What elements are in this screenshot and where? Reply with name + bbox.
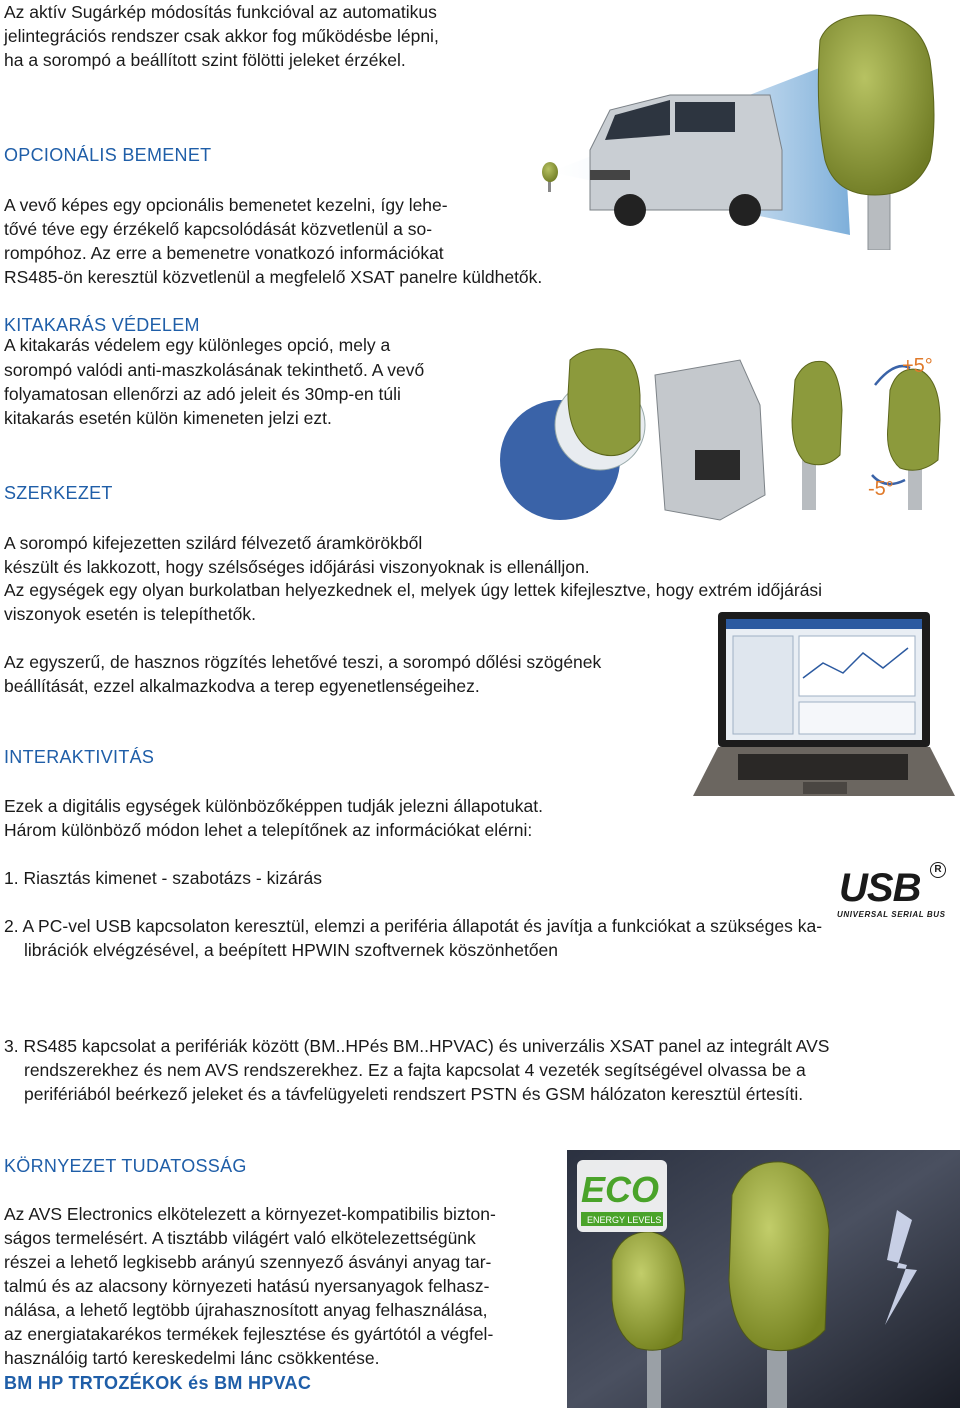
- environment-line: talmú és az alacsony környezeti hatású nyersanyagok felhasz-: [4, 1276, 490, 1296]
- registered-mark: R: [930, 862, 946, 878]
- sensor-tilt-right: [888, 369, 941, 510]
- intro-line: ha a sorompó a beállított szint fölötti jeleket érzékel.: [4, 50, 406, 70]
- intro-line: Az aktív Sugárkép módosítás funkcióval az automatikus: [4, 2, 437, 22]
- list-item-3-line: perifériából beérkező jeleket és a távfelügyeleti rendszert PSTN és GSM hálózaton keresztül értesíti.: [24, 1084, 804, 1104]
- intro-line: jelintegrációs rendszer csak akkor fog működésbe lépni,: [4, 26, 439, 46]
- eco-storm-image: [567, 1150, 960, 1408]
- usb-subtitle: UNIVERSAL SERIAL BUS: [837, 910, 946, 919]
- list-item-3-line: rendszerekhez és nem AVS rendszerekhez. Ez a fajta kapcsolat 4 vezeték segítségével olvassa be a: [24, 1060, 806, 1080]
- section-heading-optional-input: OPCIONÁLIS BEMENET: [4, 145, 212, 165]
- list-item-2-line: 2. A PC-vel USB kapcsolaton keresztül, elemzi a periféria állapotát és javítja a funkciókat a szükséges ka-: [4, 916, 823, 936]
- optional-input-line: rompóhoz. Az erre a bemenetre vonatkozó információkat: [4, 243, 444, 263]
- structure-line: Az egységek egy olyan burkolatban helyezkednek el, melyek úgy lettek kifejlesztve, hogy extrém időjárási: [4, 580, 823, 600]
- usb-logo-text: USB: [839, 866, 921, 910]
- interactivity-line: Három különböző módon lehet a telepítőnek az információkat elérni:: [4, 820, 533, 840]
- interactivity-line: Ezek a digitális egységek különbözőképpen tudják jelezni állapotukat.: [4, 796, 543, 816]
- environment-line: az energiatakarékos termékek fejlesztése és gyártótól a végfel-: [4, 1324, 494, 1344]
- list-item-2-line: librációk elvégzésével, a beépített HPWIN szoftvernek köszönhetően: [24, 940, 559, 960]
- masking-line: kitakarás esetén külön kimeneten jelzi ezt.: [4, 408, 332, 428]
- environment-line: Az AVS Electronics elkötelezett a környezet-kompatibilis bizton-: [4, 1204, 496, 1224]
- optional-input-line: tővé téve egy érzékelő kapcsolódását közvetlenül a so-: [4, 219, 433, 239]
- optional-input-line: A vevő képes egy opcionális bemenetet kezelni, így lehe-: [4, 195, 448, 215]
- structure-line: beállítását, ezzel alkalmazkodva a terep egyenetlenségeihez.: [4, 676, 480, 696]
- van-image: [590, 95, 782, 226]
- list-item-3-line: 3. RS485 kapcsolat a perifériák között (BM..HPés BM..HPVAC) és univerzális XSAT panel az integrált AVS: [4, 1036, 830, 1056]
- environment-line: részei a lehető legkisebb arányú szennyező ásványi anyag tar-: [4, 1252, 492, 1272]
- eco-logo: [577, 1160, 667, 1232]
- sensor-tilt-left: [792, 361, 842, 510]
- masking-line: A kitakarás védelem egy különleges opció, mely a: [4, 335, 391, 355]
- environment-line: használóig tartó kereskedelmi lánc csökkentése.: [4, 1348, 380, 1368]
- section-heading-interactivity: INTERAKTIVITÁS: [4, 747, 155, 767]
- structure-line: Az egyszerű, de hasznos rögzítés lehetővé teszi, a sorompó dőlési szögének: [4, 652, 602, 672]
- section-heading-structure: SZERKEZET: [4, 483, 113, 503]
- van-sensor-illustration: [520, 0, 960, 250]
- list-item-1: 1. Riasztás kimenet - szabotázs - kizárás: [4, 868, 323, 888]
- masking-line: sorompó valódi anti-maszkolásának tekinthető. A vevő: [4, 360, 425, 380]
- optional-input-line: RS485-ön keresztül közvetlenül a megfelelő XSAT panelre küldhetők.: [4, 267, 543, 287]
- eco-logo-subtitle: ENERGY LEVELS: [587, 1215, 662, 1225]
- usb-logo: [837, 860, 952, 924]
- environment-line: ságos termelésért. A tisztább világért való elkötelezettségünk: [4, 1228, 476, 1248]
- section-heading-environment: KÖRNYEZET TUDATOSSÁG: [4, 1156, 247, 1176]
- tilt-minus-label: -5°: [868, 478, 894, 500]
- tilt-illustration: [780, 340, 960, 515]
- sensor-internals-image: [490, 345, 790, 525]
- distant-sensor: [542, 162, 558, 192]
- section-heading-masking: KITAKARÁS VÉDELEM: [4, 315, 200, 335]
- masking-line: folyamatosan ellenőrzi az adó jeleit és 30mp-en túli: [4, 384, 401, 404]
- structure-line: készült és lakkozott, hogy szélsőséges időjárási viszonyoknak is ellenálljon.: [4, 557, 590, 577]
- metal-bracket: [655, 360, 765, 520]
- environment-line: nálása, a lehető legtöbb újrahasznosított anyag felhasználása,: [4, 1300, 488, 1320]
- section-heading-accessories: BM HP TRTOZÉKOK és BM HPVAC: [4, 1373, 312, 1393]
- laptop-software-image: [693, 608, 960, 803]
- eco-logo-text: ECO: [581, 1169, 660, 1210]
- structure-line: viszonyok esetén is telepíthetők.: [4, 604, 256, 624]
- structure-line: A sorompó kifejezetten szilárd félvezető áramkörökből: [4, 533, 423, 553]
- tilt-plus-label: +5°: [902, 355, 933, 377]
